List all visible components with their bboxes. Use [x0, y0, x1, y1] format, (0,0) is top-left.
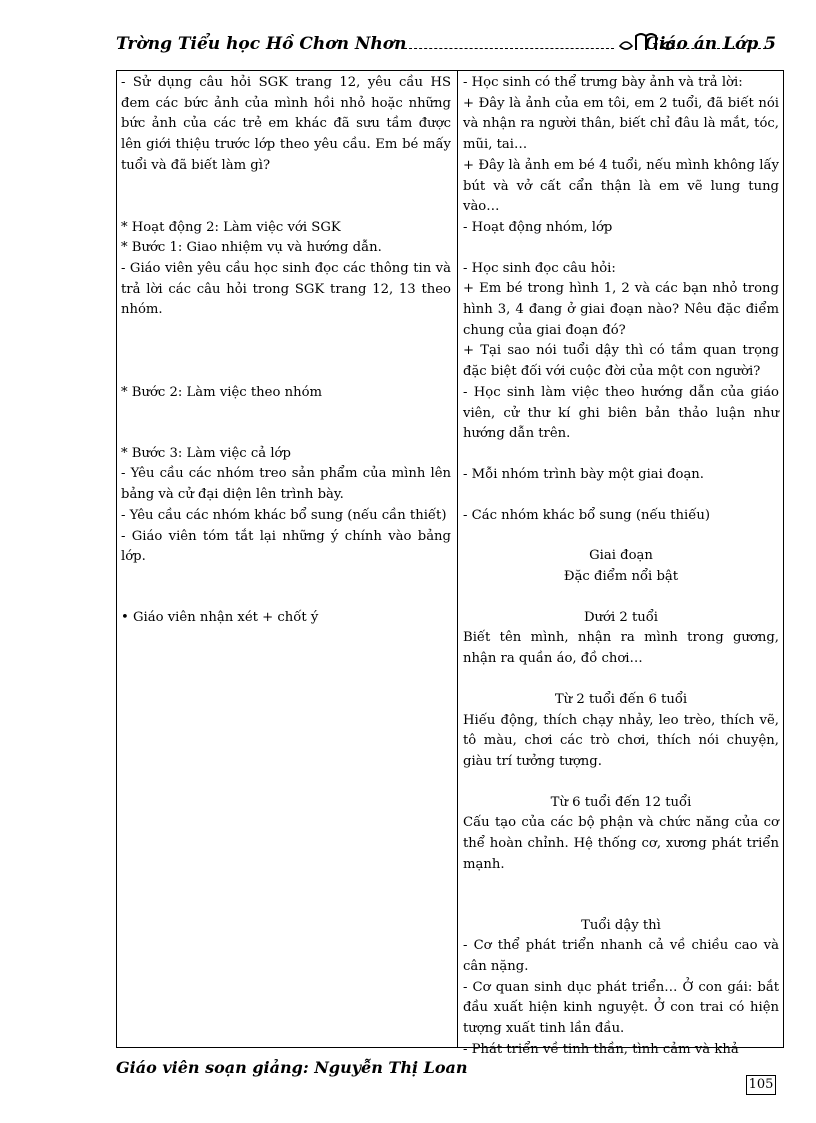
stage-description: - Cơ quan sinh dục phát triển… Ở con gái: bắt đầu xuất hiện kinh nguyệt. Ở con trai có hiện tượng xuất tinh lần đầu. [463, 979, 779, 1037]
paragraph: - Sử dụng câu hỏi SGK trang 12, yêu cầu HS đem các bức ảnh của mình hồi nhỏ hoặc những bức ảnh của các trẻ em khác đã sưu tầm được lên giới thiệu trước lớp theo yêu cầu. Em bé mấy tuổi và đã biết làm gì? [121, 75, 451, 173]
paragraph: - Yêu cầu các nhóm treo sản phẩm của mình lên bảng và cử đại diện lên trình bày. [121, 466, 451, 503]
stage-description: - Cơ thể phát triển nhanh cả về chiều cao và cân nặng. [463, 938, 779, 974]
stage-title: Dưới 2 tuổi [583, 609, 659, 625]
paragraph: - Học sinh làm việc theo hướng dẫn của giáo viên, cử thư kí ghi biên bản thảo luận như hướng dẫn trên. [463, 384, 779, 442]
paragraph: - Các nhóm khác bổ sung (nếu thiếu) [463, 507, 711, 523]
header-divider [404, 48, 614, 49]
page-header [116, 30, 776, 60]
paragraph: • Giáo viên nhận xét + chốt ý [121, 609, 319, 625]
grade-label: Giáo án Lớp 5 [644, 34, 776, 54]
stage-title: Từ 2 tuổi đến 6 tuổi [554, 691, 688, 707]
stage-description: Cấu tạo của các bộ phận và chức năng của cơ thể hoàn chỉnh. Hệ thống cơ, xương phát triển mạnh. [463, 815, 779, 872]
paragraph: - Giáo viên yêu cầu học sinh đọc các thông tin và trả lời các câu hỏi trong SGK trang 12, 13 theo nhóm. [121, 260, 451, 318]
stage-title: Tuổi dậy thì [581, 917, 661, 933]
paragraph: * Bước 3: Làm việc cả lớp [121, 445, 291, 461]
paragraph: - Học sinh có thể trưng bày ảnh và trả lời: [463, 75, 743, 90]
stage-description: Hiếu động, thích chạy nhảy, leo trèo, thích vẽ, tô màu, chơi các trò chơi, thích nói chuyện, giàu trí tưởng tượng. [463, 712, 779, 769]
stage-description: Biết tên mình, nhận ra mình trong gương, nhận ra quần áo, đồ chơi… [463, 630, 779, 667]
lesson-table [116, 70, 784, 1057]
column-divider [457, 71, 458, 1047]
paragraph: * Hoạt động 2: Làm việc với SGK [121, 219, 341, 235]
paragraph: + Tại sao nói tuổi dậy thì có tầm quan trọng đặc biệt đối với cuộc đời của một con người? [463, 343, 779, 380]
page-number: 105 [746, 1075, 776, 1095]
school-name: Trờng Tiểu học Hồ Chơn Nhơn [116, 34, 407, 54]
paragraph: + Đây là ảnh em bé 4 tuổi, nếu mình không lấy bút và vở cất cẩn thận là em vẽ lung tung vào… [463, 157, 779, 215]
teacher-activities-column [121, 73, 451, 629]
paragraph: * Bước 1: Giao nhiệm vụ và hướng dẫn. [121, 240, 382, 256]
stage-header: Giai đoạn [589, 548, 653, 564]
paragraph: + Em bé trong hình 1, 2 và các bạn nhỏ trong hình 3, 4 đang ở giai đoạn nào? Nêu đặc điểm chung của giai đoạn đó? [463, 281, 779, 338]
stage-title: Từ 6 tuổi đến 12 tuổi [550, 794, 692, 810]
paragraph: - Mỗi nhóm trình bày một giai đoạn. [463, 466, 704, 482]
paragraph: - Hoạt động nhóm, lớp [463, 219, 613, 235]
paragraph: * Bước 2: Làm việc theo nhóm [121, 385, 323, 401]
paragraph: - Giáo viên tóm tắt lại những ý chính vào bảng lớp. [121, 528, 451, 565]
paragraph: - Học sinh đọc câu hỏi: [463, 260, 616, 276]
stage-description: - Phát triển về tinh thần, tình cảm và khả [463, 1041, 739, 1057]
student-activities-column [463, 73, 779, 1060]
teacher-credit: Giáo viên soạn giảng: Nguyễn Thị Loan [116, 1058, 468, 1077]
paragraph: + Đây là ảnh của em tôi, em 2 tuổi, đã biết nói và nhận ra người thân, biết chỉ đâu là mắt, tóc, mũi, tai… [463, 95, 779, 153]
paragraph: - Yêu cầu các nhóm khác bổ sung (nếu cần thiết) [121, 507, 447, 523]
stage-header: Đặc điểm nổi bật [563, 569, 679, 585]
